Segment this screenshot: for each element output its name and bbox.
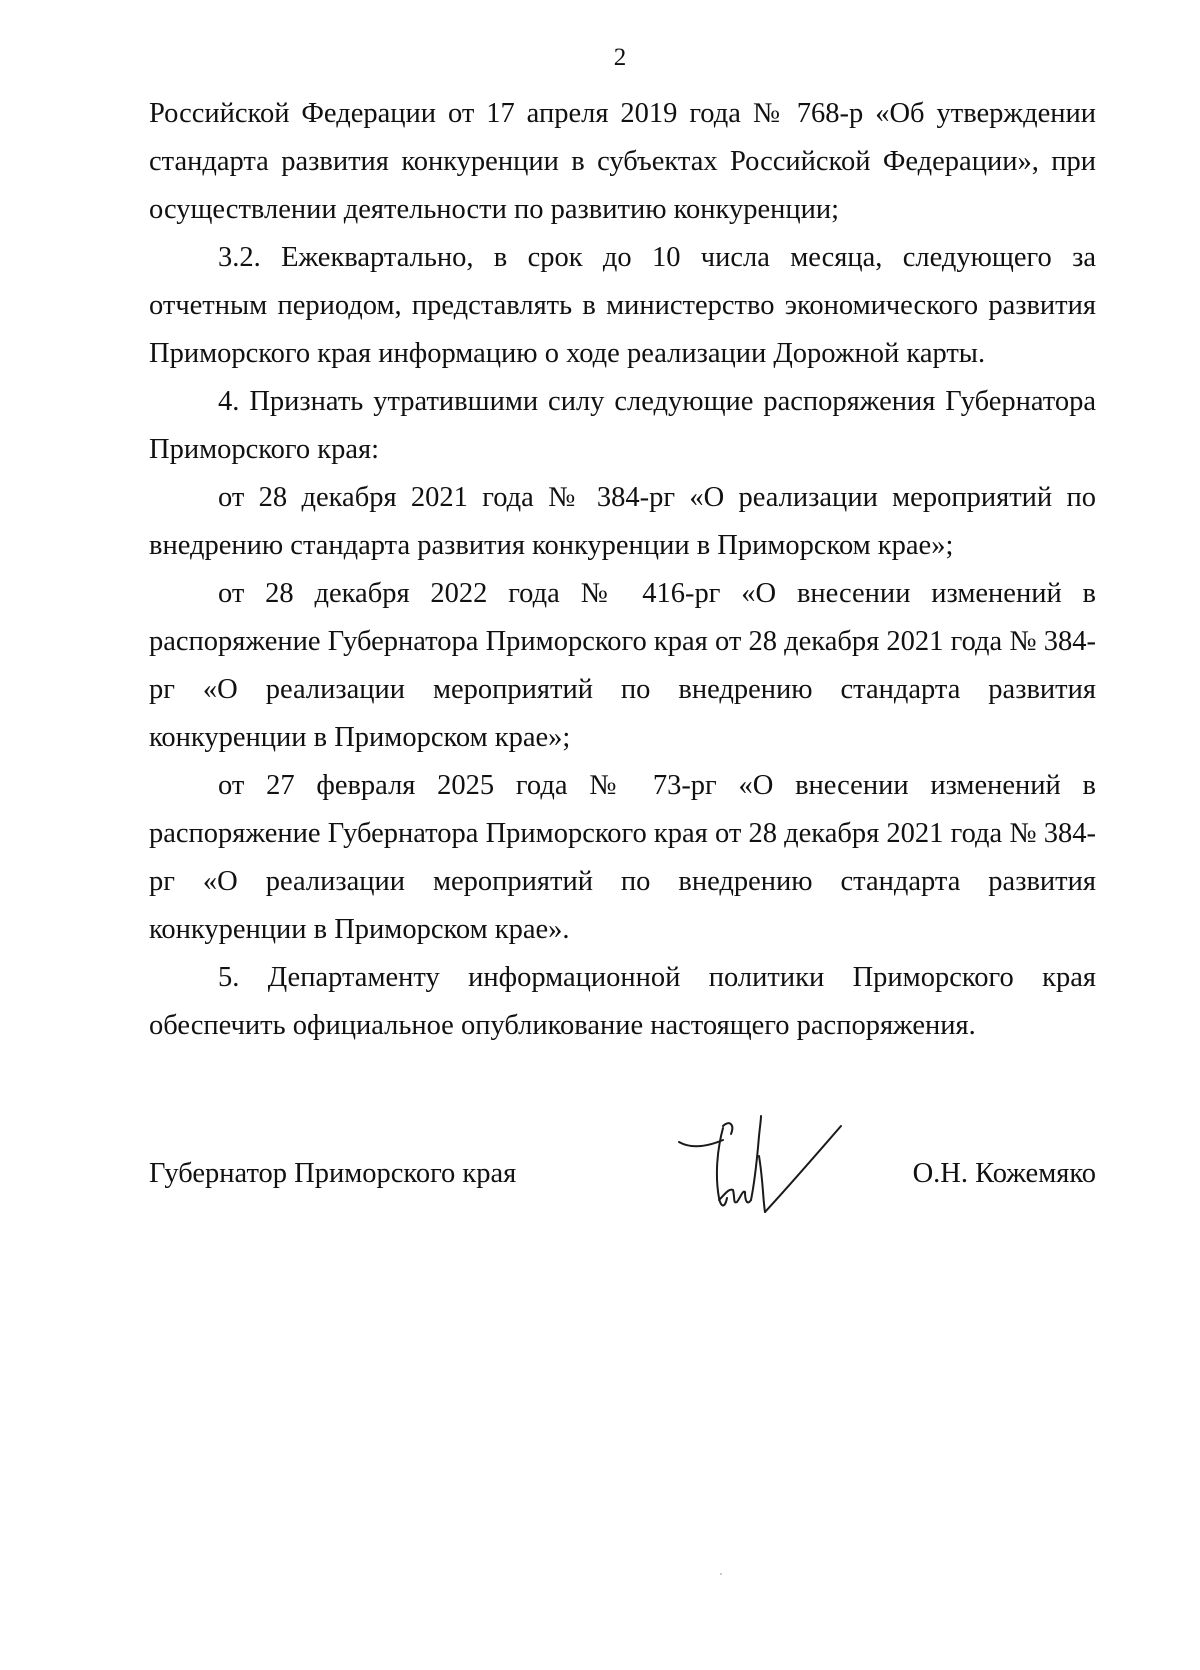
scan-speck xyxy=(720,1573,722,1575)
signer-position: Губернатор Приморского края xyxy=(149,1158,517,1189)
handwritten-signature xyxy=(659,1090,849,1230)
page-number: 2 xyxy=(613,44,627,71)
paragraph-3-2: 3.2. Ежеквартально, в срок до 10 числа месяца, следующего за отчетным периодом, представлять в министерство экономического развития Приморского края информацию о ходе реализации Дорожной карты. xyxy=(149,242,1096,369)
paragraph-repealed-order-3: от 27 февраля 2025 года № 73-рг «О внесении изменений в распоряжение Губернатора Приморского края от 28 декабря 2021 года № 384-рг «О реализации мероприятий по внедрению стандарта развития конкуренции в Приморском крае». xyxy=(149,770,1096,945)
document-body xyxy=(149,90,1096,1050)
paragraph-repealed-order-1: от 28 декабря 2021 года № 384-рг «О реализации мероприятий по внедрению стандарта развития конкуренции в Приморском крае»; xyxy=(149,482,1096,561)
signer-name: О.Н. Кожемяко xyxy=(912,1158,1096,1189)
paragraph-5: 5. Департаменту информационной политики Приморского края обеспечить официальное опубликование настоящего распоряжения. xyxy=(149,962,1096,1041)
signature-block xyxy=(149,1090,1096,1230)
paragraph-continuation: Российской Федерации от 17 апреля 2019 года № 768-р «Об утверждении стандарта развития конкуренции в субъектах Российской Федерации», при осуществлении деятельности по развитию конкуренции; xyxy=(149,98,1096,225)
paragraph-repealed-order-2: от 28 декабря 2022 года № 416-рг «О внесении изменений в распоряжение Губернатора Приморского края от 28 декабря 2021 года № 384-рг «О реализации мероприятий по внедрению стандарта развития конкуренции в Приморском крае»; xyxy=(149,578,1096,753)
paragraph-4: 4. Признать утратившими силу следующие распоряжения Губернатора Приморского края: xyxy=(149,386,1096,465)
